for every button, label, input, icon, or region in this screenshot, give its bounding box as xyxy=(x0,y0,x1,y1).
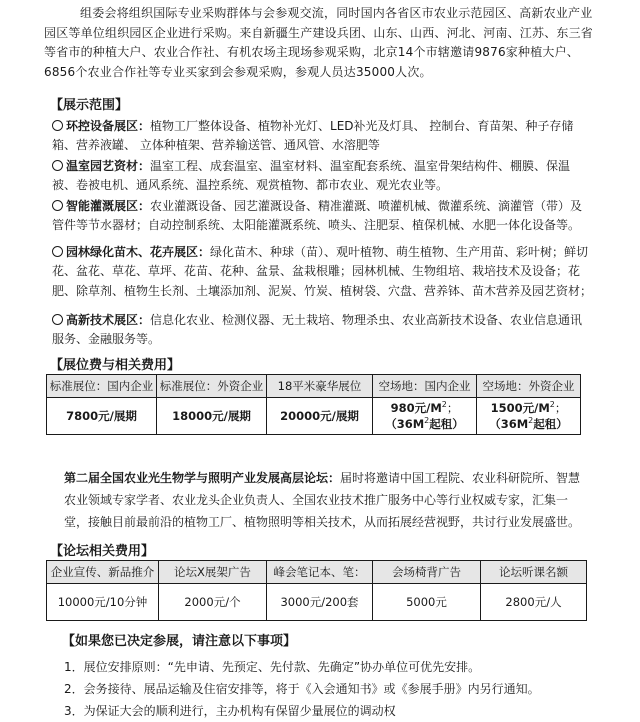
min-rent-note-tail: 起租） xyxy=(429,417,464,431)
table-cell: 2000元/个 xyxy=(159,584,267,621)
table-cell: 10000元/10分钟 xyxy=(47,584,159,621)
area-landscaping xyxy=(52,243,592,301)
table-header-cell: 论坛X展架广告 xyxy=(159,561,267,584)
table-header-cell: 标准展位：国内企业 xyxy=(47,375,157,398)
notice-title: 【如果您已决定参展，请注意以下事项】 xyxy=(62,634,297,649)
price-value: 20000元/展期 xyxy=(280,409,359,423)
table-cell: 2800元/人 xyxy=(481,584,587,621)
bullet-circle-icon xyxy=(52,200,63,211)
table-cell xyxy=(157,398,267,435)
min-rent-note: （36M xyxy=(489,417,529,431)
table-header-cell: 论坛听课名额 xyxy=(481,561,587,584)
superscript: 2 xyxy=(549,400,555,410)
bullet-circle-icon xyxy=(52,120,63,131)
area-text: 信息化农业、检测仪器、无土栽培、物理杀虫、农业高新技术设备、农业信息通讯服务、金融服务等。 xyxy=(52,313,583,347)
table-header-cell: 峰会笔记本、笔： xyxy=(267,561,373,584)
area-text: 农业灌溉设备、园艺灌溉设备、精准灌溉、喷灌机械、微灌系统、滴灌管（带）及管件等节水器材；自动控制系统、太阳能灌溉系统、喷头、注肥泵、植保机械、水肥一体化设备等。 xyxy=(52,199,583,233)
area-head: 环控设备展区： xyxy=(66,119,151,133)
table-row xyxy=(47,584,587,621)
area-text: 绿化苗木、种球（苗）、观叶植物、萌生植物、生产用苗、彩叶树；鲜切花、盆花、草花、草坪、花苗、花种、盆景、盆栽根雕；园林机械、生物组培、栽培技术及设备；花肥、除草剂、植物生长剂、土壤添加剂、泥炭、竹炭、植树袋、穴盘、营养钵、苗木营养及园艺资材； xyxy=(52,245,593,298)
price-value: 980元/M xyxy=(390,401,442,415)
superscript: 2 xyxy=(528,416,534,426)
booth-fee-title: 【展位费与相关费用】 xyxy=(50,358,181,373)
table-header-row xyxy=(47,561,587,584)
bullet-circle-icon xyxy=(52,246,63,257)
area-greenhouse xyxy=(52,157,592,196)
min-rent-note: （36M xyxy=(385,417,425,431)
table-cell xyxy=(267,398,373,435)
table-header-row xyxy=(47,375,581,398)
area-high-tech xyxy=(52,311,592,350)
area-text: 植物工厂整体设备、植物补光灯、LED补光及灯具、 控制台、育苗架、种子存储箱、营养液罐、 立体种植架、营养输送管、通风管、水溶肥等 xyxy=(52,119,574,153)
table-header-cell: 空场地：国内企业 xyxy=(373,375,477,398)
exhibit-scope-title: 【展示范围】 xyxy=(50,98,129,113)
list-item: 2．会务接待、展品运输及住宿安排等，将于《入会通知书》或《参展手册》内另行通知。 xyxy=(64,682,540,696)
area-text: 温室工程、成套温室、温室材料、温室配套系统、温室骨架结构件、棚膜、保温被、卷被电机、通风系统、温控系统、观赏植物、都市农业、观光农业等。 xyxy=(52,159,571,193)
forum-head: 第二届全国农业光生物学与照明产业发展高层论坛： xyxy=(64,471,341,485)
area-environment-control xyxy=(52,117,592,156)
area-head: 园林绿化苗木、花卉展区： xyxy=(66,245,211,259)
booth-fee-table xyxy=(46,374,581,435)
table-cell: 3000元/200套 xyxy=(267,584,373,621)
table-header-cell: 18平米豪华展位 xyxy=(267,375,373,398)
table-header-cell: 企业宣传、新品推介 xyxy=(47,561,159,584)
forum-text: 届时将邀请中国工程院、农业科研院所、智慧农业领域专家学者、农业龙头企业负责人、全国农业技术推广服务中心等行业权威专家，汇集一堂，接触目前最前沿的植物工厂、植物照明等相关技术，从而拓展经营视野，共讨行业发展盛世。 xyxy=(64,471,581,529)
table-header-cell: 标准展位：外资企业 xyxy=(157,375,267,398)
table-cell: 980元$/M^2$； （$36M^2$起租） xyxy=(373,398,477,435)
price-value: 18000元/展期 xyxy=(172,409,251,423)
bullet-circle-icon xyxy=(52,160,63,171)
intro-paragraph: 组委会将组织国际专业采购群体与会参观交流，同时国内各省区市农业示范园区、高新农业产业园区等单位组织园区企业进行采购。来自新疆生产建设兵团、山东、山西、河北、河南、江苏、东三省等省市的种植大户、农业合作社、有机农场主现场参观采购，北京14个市辖邀请9876家种植大户、6856个农业合作社等专业买家到会参观采购，参观人员达35000人次。 xyxy=(44,6,594,79)
table-header-cell: 会场椅背广告 xyxy=(373,561,481,584)
forum-fee-table xyxy=(46,560,587,621)
min-rent-note-tail: 起租） xyxy=(533,417,568,431)
forum-paragraph xyxy=(64,468,584,533)
table-header-cell: 空场地：外资企业 xyxy=(477,375,581,398)
table-cell: 5000元 xyxy=(373,584,481,621)
area-irrigation xyxy=(52,197,592,236)
table-cell xyxy=(47,398,157,435)
price-value: 1500元/M xyxy=(490,401,550,415)
notice-list xyxy=(64,656,604,722)
superscript: 2 xyxy=(441,400,447,410)
table-row xyxy=(47,398,581,435)
area-head: 智能灌溉展区： xyxy=(66,199,151,213)
table-cell: 1500元$/M^2$； （$36M^2$起租） xyxy=(477,398,581,435)
forum-fee-title: 【论坛相关费用】 xyxy=(50,544,155,559)
area-head: 温室园艺资材： xyxy=(66,159,151,173)
superscript: 2 xyxy=(424,416,430,426)
list-item: 1．展位安排原则：“先申请、先预定、先付款、先确定”协办单位可优先安排。 xyxy=(64,660,481,674)
price-value: 7800元/展期 xyxy=(66,409,137,423)
bullet-circle-icon xyxy=(52,314,63,325)
list-item: 3．为保证大会的顺利进行，主办机构有保留少量展位的调动权 xyxy=(64,704,396,718)
area-head: 高新技术展区： xyxy=(66,313,151,327)
